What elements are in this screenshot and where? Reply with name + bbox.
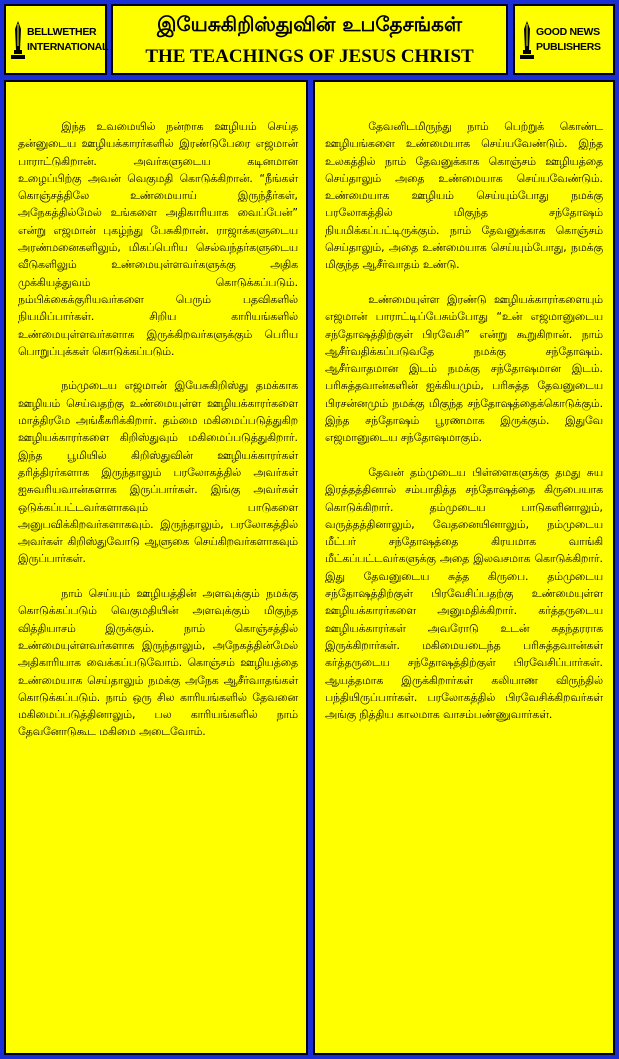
left-column xyxy=(4,80,308,1055)
paragraph: நம்முடைய எஜமான் இயேசுகிறிஸ்து தமக்காக ஊழியம் செய்வதற்கு உண்மையுள்ள ஊழியக்காரர்களை மாத்திரமே அங்கீகரிக்கிறார். தம்மை மகிமைப்படுத்துகிற ஊழியக்காரர்களை கிறிஸ்துவும் மகிமைப்படுத்துகிறார். இந்த பூமியில் கிறிஸ்துவின் ஊழியக்காரர்கள் தரித்திரர்களாக இருந்தாலும் பரலோகத்தில் அவர்கள் ஐசுவரியவான்களாக இருப்பார்கள். இங்கு அவர்கள் ஒடுக்கப்பட்டவர்களாகவும் பாடுகளை அனுபவிக்கிறவர்களாகவும். இருந்தாலும், பரலோகத்தில் அவர்கள் கிறிஸ்துவோடு ஆளுகை செய்கிறவர்களாகவும் இருப்பார்கள். xyxy=(18,379,298,566)
left-column-text xyxy=(18,118,298,758)
bellwether-logo-panel xyxy=(4,4,107,75)
good-news-line2: PUBLISHERS xyxy=(536,40,601,53)
page-title-english: THE TEACHINGS OF JESUS CHRIST xyxy=(145,46,474,67)
good-news-logo xyxy=(519,18,611,61)
paragraph: தேவனிடமிருந்து நாம் பெற்றுக் கொண்ட ஊழியங்களை உண்மையாக செய்யவேண்டும். இந்த உலகத்தில் நாம் தேவனுக்காக கொஞ்சம் ஊழியத்தை செய்தாலும் அதை உண்மையாக செய்யவேண்டும். உண்மையாக ஊழியம் செய்யும்போது நமக்கு பரலோகத்தில் மிகுந்த சந்தோஷம் நியமிக்கப்பட்டிருக்கும். நாம் தேவனுக்காக கொஞ்சம் செய்தாலும், அதை உண்மையாக செய்யும்போது, நமக்கு மிகுந்த ஆசீர்வாதம் உண்டு. xyxy=(325,120,603,272)
bellwether-logo xyxy=(10,18,109,61)
pen-icon xyxy=(10,20,26,60)
paragraph: நாம் செய்யும் ஊழியத்தின் அளவுக்கும் நமக்கு கொடுக்கப்படும் வெகுமதியின் அளவுக்கும் மிகுந்த வித்தியாசம் இருக்கும். நாம் கொஞ்சத்தில் உண்மையுள்ளவர்களாக இருந்தாலும், அநேகத்தின்மேல் அதிகாரியாக வைக்கப்படுவோம். கொஞ்சம் ஊழியத்தை உண்மையாக செய்தாலும் நமக்கு அநேக ஆசீர்வாதங்கள் கொடுக்கப்படும். நாம் ஒரு சில காரியங்களில் தேவனை மகிமைப்படுத்தினாலும், பல காரியங்களில் நாம் தேவனோடுகூட மகிமை அடைவோம். xyxy=(18,587,298,739)
right-column-text xyxy=(325,118,603,741)
good-news-line1: GOOD NEWS xyxy=(536,25,600,38)
pen-icon xyxy=(519,20,535,60)
right-column xyxy=(313,80,615,1055)
bellwether-line1: BELLWETHER xyxy=(27,25,97,38)
paragraph: உண்மையுள்ள இரண்டு ஊழியக்காரர்களையும் எஜமான் பாராட்டிப்பேசும்போது “உன் எஜமானுடைய சந்தோஷத்திற்குள் பிரவேசி” என்று கூறுகிறான். நாம் ஆசீர்வதிக்கப்படுவதே நமக்கு சந்தோஷம். ஆசீர்வாதமான இடம் நமக்கு சந்தோஷமான இடம். பரிசுத்தவான்களின் ஐக்கியமும், பரிசுத்த தேவனுடைய பிரசன்னமும் நமக்கு மிகுந்த சந்தோஷத்தைக்கொடுக்கும். இந்த சந்தோஷம் பூரணமாக இருக்கும். இதுவே எஜமானுடைய சந்தோஷமாகும். xyxy=(325,292,603,445)
page-title-tamil: இயேசுகிறிஸ்துவின் உபதேசங்கள் xyxy=(156,12,463,36)
paragraph: தேவன் தம்முடைய பிள்ளைகளுக்கு தமது சுய இரத்தத்தினால் சம்பாதித்த சந்தோஷத்தை கிருபையாக கொடுக்கிறார். தம்முடைய பாடுகளினாலும், வருத்தத்தினாலும், வேதனையினாலும், நம்முடைய மீட்பர் சந்தோஷத்தை கிரயமாக வாங்கி மீட்கப்பட்டவர்களுக்கு அதை இலவசமாக கொடுக்கிறார். இது தேவனுடைய சுத்த கிருபை. தம்முடைய சந்தோஷத்திற்குள் பிரவேசிப்பதற்கு உண்மையுள்ள ஊழியக்காரர்களை அனுமதிக்கிறார். கர்த்தருடைய ஊழியக்காரர்கள் அவரோடு உடன் சுதந்தரராக இருக்கிறார்கள். மகிமையடைந்த பரிசுத்தவான்கள் கர்த்தருடைய சந்தோஷத்திற்குள் பிரவேசிப்பார்கள். ஆயத்தமாக இருக்கிறார்கள் கலியாண விருந்தில் பந்தியிருப்பார்கள். பரலோகத்தில் பிரவேசிக்கிறவர்கள் அங்கு நித்திய காலமாக வாசம்பண்ணுவார்கள். xyxy=(325,465,603,722)
paragraph: இந்த உவமையில் நன்றாக ஊழியம் செய்த தன்னுடைய ஊழியக்காரர்களில் இரண்டுபேரை எஜமான் பாராட்டுகிறான். அவர்களுடைய கடினமான உழைப்பிற்கு அவன் வெகுமதி கொடுக்கிறான். “நீங்கள் கொஞ்சத்திலே உண்மையாய் இருந்தீர்கள், அநேகத்தில்மேல் உங்களை அதிகாரியாக வைப்பேன்” என்று எஜமான் புகழ்ந்து பேசுகிறான். ராஜாக்களுடைய அரண்மனைகளிலும், மிகப்பெரிய செல்வந்தர்களுடைய வீடுகளிலும் உண்மையுள்ளவர்களுக்கு அதிக முக்கியத்துவம் கொடுக்கப்படும். நம்பிக்கைக்குரியவர்களை பெரும் பதவிகளில் நியமிப்பார்கள். சிறிய காரியங்களில் உண்மையுள்ளவர்களாக இருக்கிறவர்களுக்கும் பெரிய பொறுப்புக்கள் கொடுக்கப்படும். xyxy=(18,120,298,358)
bellwether-line2: INTERNATIONAL xyxy=(27,40,109,53)
title-banner xyxy=(111,4,508,75)
good-news-logo-panel xyxy=(513,4,615,75)
